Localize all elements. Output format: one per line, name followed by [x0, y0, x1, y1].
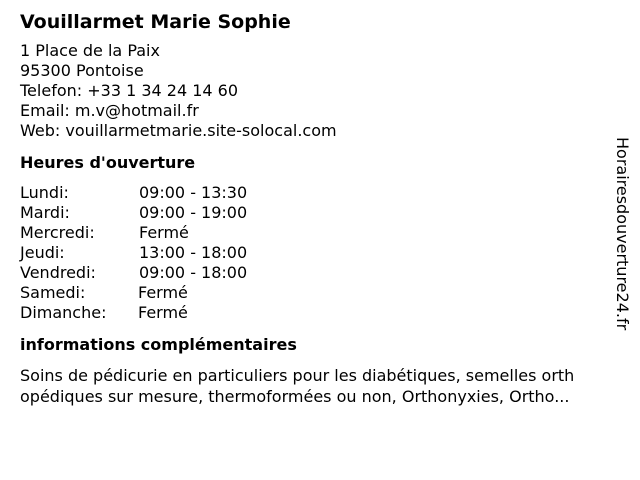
hours-time: 09:00 - 13:30	[139, 183, 248, 202]
hours-row	[20, 243, 620, 263]
info-heading: informations complémentaires	[20, 335, 297, 354]
address-line1: 1 Place de la Paix	[20, 41, 160, 60]
hours-time: Fermé	[138, 303, 188, 322]
hours-row	[20, 183, 620, 203]
brand-watermark: Horairesdouverture24.fr	[613, 137, 632, 331]
hours-day: Dimanche:	[20, 303, 107, 322]
info-description-line2: opédiques sur mesure, thermoformées ou non, Orthonyxies, Ortho...	[20, 387, 570, 406]
business-card	[20, 9, 620, 407]
hours-time: Fermé	[139, 223, 189, 242]
business-name: Vouillarmet Marie Sophie	[20, 11, 291, 33]
hours-table	[20, 183, 620, 323]
hours-time: 09:00 - 18:00	[139, 263, 248, 282]
hours-row	[20, 203, 620, 223]
hours-time: 13:00 - 18:00	[139, 243, 248, 262]
hours-row	[20, 283, 620, 303]
phone: Telefon: +33 1 34 24 14 60	[20, 81, 239, 100]
hours-time: 09:00 - 19:00	[139, 203, 248, 222]
website: Web: vouillarmetmarie.site-solocal.com	[20, 121, 337, 140]
address-line2: 95300 Pontoise	[20, 61, 144, 80]
hours-row	[20, 223, 620, 243]
hours-day: Lundi:	[20, 183, 69, 202]
hours-day: Mercredi:	[20, 223, 95, 242]
hours-day: Mardi:	[20, 203, 70, 222]
info-description-line1: Soins de pédicurie en particuliers pour les diabétiques, semelles orth	[20, 366, 575, 385]
hours-day: Jeudi:	[20, 243, 65, 262]
hours-row	[20, 303, 620, 323]
hours-day: Samedi:	[20, 283, 86, 302]
hours-row	[20, 263, 620, 283]
hours-day: Vendredi:	[20, 263, 96, 282]
hours-time: Fermé	[138, 283, 188, 302]
email: Email: m.v@hotmail.fr	[20, 101, 199, 120]
hours-heading: Heures d'ouverture	[20, 153, 196, 172]
